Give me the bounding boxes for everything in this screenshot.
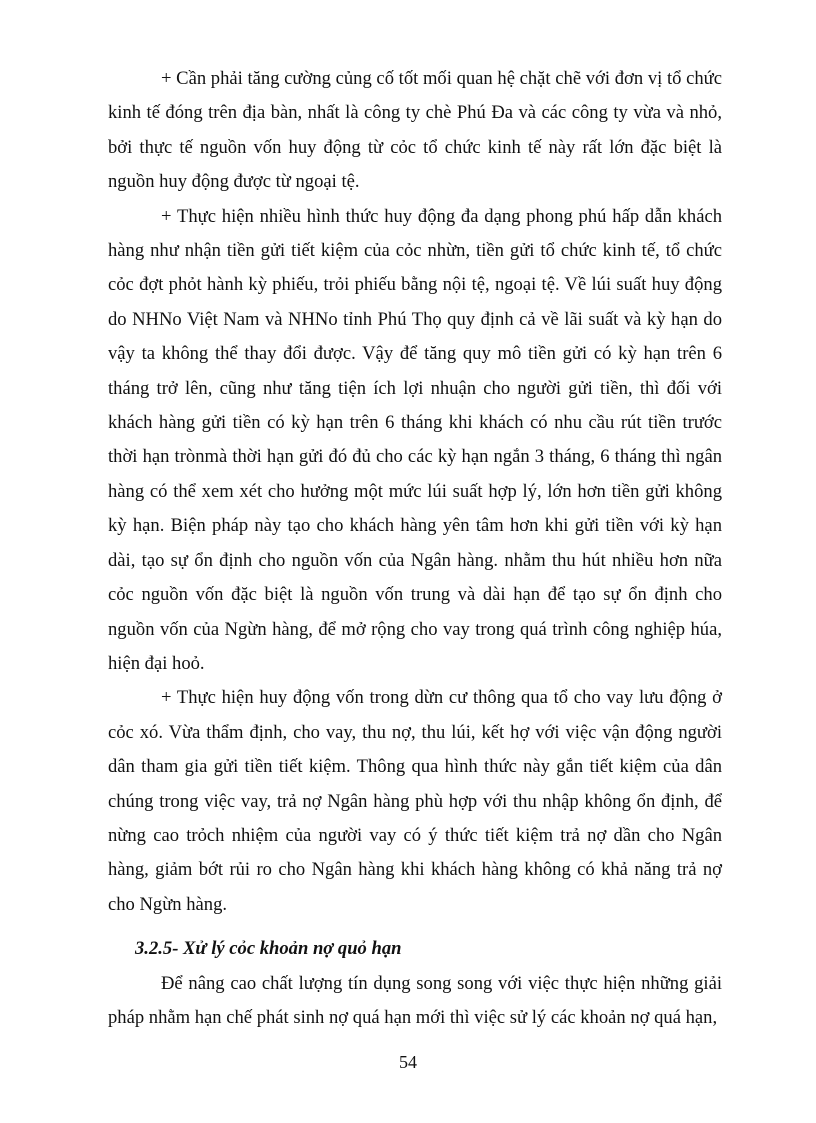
paragraph: Để nâng cao chất lượng tín dụng song song với việc thực hiện những giải pháp nhằm hạn chế phát sinh nợ quá hạn mới thì việc sử lý các khoản nợ quá hạn, (108, 972, 722, 1028)
paragraph: + Thực hiện nhiều hình thức huy động đa dạng phong phú hấp dẫn khách hàng như nhận tiền gửi tiết kiệm của cỏc nhừn, tiền gửi tổ chức kinh tế, tổ chức cỏc đợt phỏt hành kỳ phiếu, trỏi phiếu bằng nội tệ, ngoại tệ. Về lúi suất huy động do NHNo Việt Nam và NHNo tỉnh Phú Thọ quy định cả về lãi suất và kỳ hạn do vậy ta không thể thay đổi được. Vậy để tăng quy mô tiền gửi có kỳ hạn trên 6 tháng trở lên, cũng như tăng tiện ích lợi nhuận cho người gửi tiền, thì đối với khách hàng gửi tiền có kỳ hạn trên 6 tháng khi khách có nhu cầu rút tiền trước thời hạn trònmà thời hạn gửi đó đủ cho các kỳ hạn ngắn 3 tháng, 6 tháng thì ngân hàng có thể xem xét cho hưởng một mức lúi suất hợp lý, lớn hơn tiền gửi không kỳ hạn. Biện pháp này tạo cho khách hàng yên tâm hơn khi gửi tiền với kỳ hạn dài, tạo sự ổn định cho nguồn vốn của Ngân hàng. nhằm thu hút nhiều hơn nữa cỏc nguồn vốn đặc biệt là nguồn vốn trung và dài hạn để tạo sự ổn định cho nguồn vốn của Ngừn hàng, để mở rộng cho vay trong quá trình công nghiệp húa, hiện đại hoỏ. (108, 205, 722, 674)
paragraph: + Cần phải tăng cường củng cố tốt mối quan hệ chặt chẽ với đơn vị tổ chức kinh tế đóng trên địa bàn, nhất là công ty chè Phú Đa và các công ty vừa và nhỏ, bởi thực tế nguồn vốn huy động từ cỏc tổ chức kinh tế này rất lớn đặc biệt là nguồn huy động được từ ngoại tệ. (108, 68, 722, 193)
document-body (108, 62, 722, 1035)
section-heading: 3.2.5- Xử lý cỏc khoản nợ quỏ hạn (135, 938, 402, 960)
paragraph: + Thực hiện huy động vốn trong dừn cư thông qua tổ cho vay lưu động ở cỏc xó. Vừa thẩm định, cho vay, thu nợ, thu lúi, kết hợ với việc vận động người dân tham gia gửi tiền tiết kiệm. Thông qua hình thức này gắn tiết kiệm của dân chúng trong việc vay, trả nợ Ngân hàng phù hợp với thu nhập không ổn định, để nừng cao trỏch nhiệm của người vay có ý thức tiết kiệm trả nợ dần cho Ngân hàng, giảm bớt rủi ro cho Ngân hàng khi khách hàng không có khả năng trả nợ cho Ngừn hàng. (108, 687, 722, 915)
page-number: 54 (399, 1052, 417, 1072)
